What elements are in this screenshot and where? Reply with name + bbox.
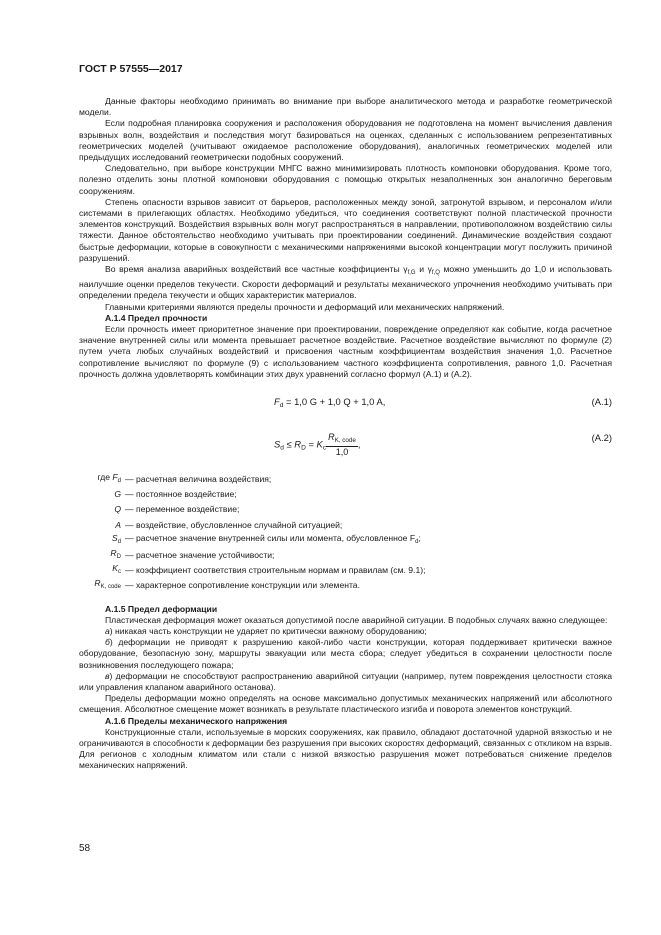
equation-formula: $S_d \le R_D = K_c$ $\frac{R_{K, code}}{1,0}$ , xyxy=(274,432,361,458)
document-body xyxy=(79,96,612,772)
equation-number: (А.2) xyxy=(591,432,612,444)
definition-row: $K_c$ — коэффициент соответствия строительным нормам и правилам (см. 9.1); xyxy=(112,563,426,576)
definition-row: G — постоянное воздействие; xyxy=(114,489,237,500)
paragraph: Пластическая деформация может оказаться допустимой после аварийной ситуации. В подобных случаях важно следующее: xyxy=(105,614,608,625)
standard-code-header: ГОСТ Р 57555—2017 xyxy=(79,63,183,75)
list-item: б) деформации не приводят к разрушению какой-либо части конструкции, которая поддерживает критически важное оборудование, безопасную зону, маршруты эвакуации или места сбора; следует убедиться в сохранении целостности после возникновения последующего пожара; xyxy=(79,637,612,670)
definition-row: $R_D$ — расчетное значение устойчивости; xyxy=(110,548,275,561)
definition-row: $S_d$ — расчетное значение внутренней силы или момента, обусловленное $F_d$; xyxy=(111,532,421,545)
section-heading: А.1.6 Пределы механического напряжения xyxy=(105,715,288,726)
definition-row: $R_{K, code}$ — характерное сопротивление конструкции или элемента. xyxy=(94,578,360,591)
list-item: а) никакая часть конструкции не ударяет по критически важному оборудованию; xyxy=(105,625,427,636)
paragraph: Если прочность имеет приоритетное значение при проектировании, повреждение определяют как событие, когда расчетное значение внутренней силы или момента превышает расчетное воздействие. Расчетное воздействие вычисляют по формуле (2) путем учета любых случайных воздействий и присвоения частным коэффициентам воздействия значения 1,0. Расчетное сопротивление вычисляют по формуле (9) с использованием частного коэффициента сопротивления, равного 1,0. Расчетная прочность должна удовлетворять комбинации этих двух уравнений согласно формул (А.1) и (А.2). xyxy=(79,324,612,379)
definition-row: A — воздействие, обусловленное случайной ситуацией; xyxy=(115,519,343,530)
page-number: 58 xyxy=(79,843,91,854)
fraction: $\frac{R_{K, code}}{1,0}$ xyxy=(328,432,356,458)
paragraph: Конструкционные стали, используемые в морских сооружениях, как правило, обладают достаточной ударной вязкостью и не ограничиваются в способности к деформации без разрушения при высоких скоростях деформаций, связанных с откликом на взрыв. Для регионов с холодным климатом или стали с низкой вязкостью разрушения может потребоваться снижение пределов механических напряжений. xyxy=(79,726,612,771)
section-heading: А.1.5 Предел деформации xyxy=(105,603,218,614)
paragraph: Главными критериями являются пределы прочности и деформаций или механических напряжений. xyxy=(105,301,505,312)
symbol-definitions xyxy=(79,472,612,594)
paragraph: Следовательно, при выборе конструкции МНГС важно минимизировать плотность компоновки оборудования. Кроме того, полезно отделить зоны плотной компоновки оборудования с помощью открытых незаполненных зон аналогично береговым сооружениям. xyxy=(79,163,612,196)
paragraph: Пределы деформации можно определять на основе максимально допустимых механических напряжений или абсолютного смещения. Абсолютное смещение может возникать в результате пластического изгиба и поворота элементов конструкций. xyxy=(79,693,612,715)
paragraph: Степень опасности взрывов зависит от барьеров, расположенных между зоной, затронутой взрывом, и персоналом и/или системами в прилегающих областях. Необходимо убедиться, что соединения соответствуют полной пластической прочности элементов конструкций. Воздействия взрывных волн могут распространяться в направлении, противоположном воздействию силы тяжести. Данное обстоятельство необходимо учитывать при проектировании соединений. Динамические воздействия создают быстрые деформации, которые в совокупности с механическими напряжениями высокой концентрации могут послужить причиной разрушений. xyxy=(79,196,612,263)
equation-formula: $F_d = 1,0$ G + 1,0 Q + 1,0 A, xyxy=(274,396,386,410)
paragraph: Данные факторы необходимо принимать во внимание при выборе аналитического метода и разработке геометрической модели. xyxy=(79,96,612,118)
paragraph: Если подробная планировка сооружения и расположения оборудования не подготовлена на момент вычисления давления взрывных волн, воздействия и последствия могут базироваться на оценках, сделанных с использованием репрезентативных геометрических моделей (учитывают ожидаемое расположение оборудования), аналогичных геометрических моделей или предыдущих исследований геометрически подобных сооружений. xyxy=(79,118,612,163)
equation-number: (А.1) xyxy=(591,396,612,408)
section-heading: А.1.4 Предел прочности xyxy=(105,312,208,323)
equation-a1 xyxy=(79,388,612,418)
definition-row: Q — переменное воздействие; xyxy=(114,504,240,515)
equation-a2 xyxy=(79,424,612,458)
paragraph-partial-factors: Во время анализа аварийных воздействий все частные коэффициенты $\gamma_{f,G}$ и $\gamma_{f,Q}$ можно уменьшить до 1,0 и использовать наилучшие оценки пределов текучести. Скорости деформаций и результаты механического упрочнения необходимо учитывать при определении предела текучести и общих характеристик материалов. xyxy=(79,264,612,301)
definition-row: где $F_d$ — расчетная величина воздействия; xyxy=(97,472,272,485)
list-item: в) деформации не способствуют распространению аварийной ситуации (например, путем повреждения целостности стояка или управления клапаном аварийного останова). xyxy=(79,670,612,692)
